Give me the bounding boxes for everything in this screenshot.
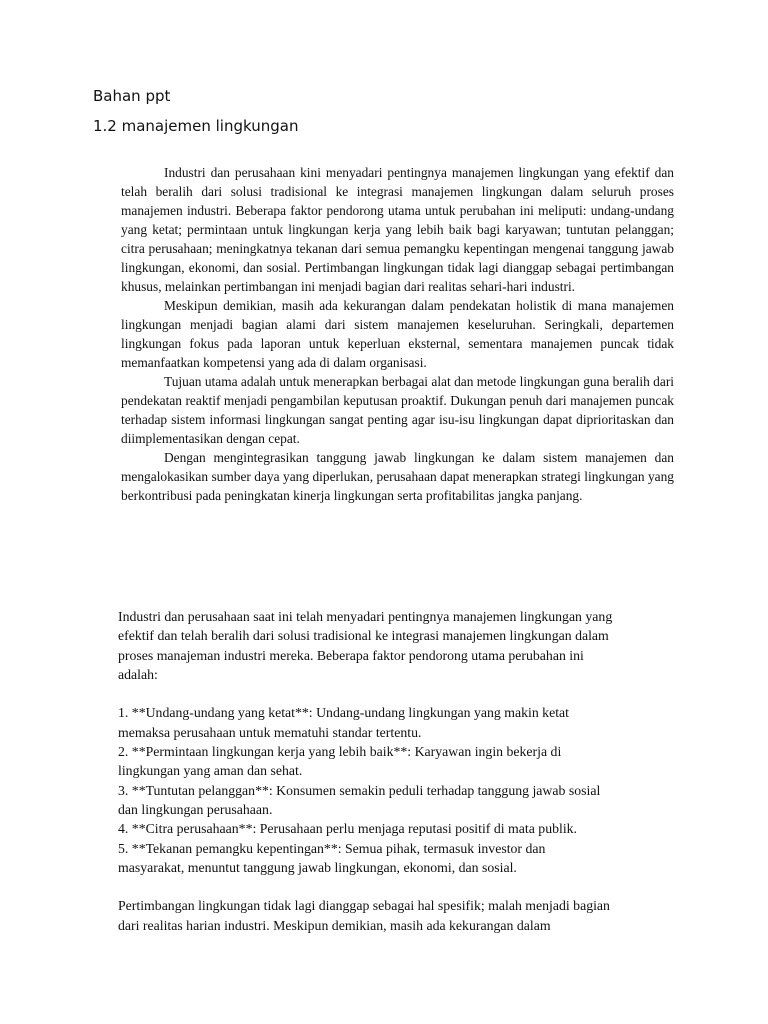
list-item-line: masyarakat, menuntut tanggung jawab lingkungan, ekonomi, dan sosial. xyxy=(118,859,517,875)
list-item-line: 4. **Citra perusahaan**: Perusahaan perlu menjaga reputasi positif di mata publik. xyxy=(118,821,578,837)
paragraph: Meskipun demikian, masih ada kekurangan dalam pendekatan holistik di mana manajemen lingkungan menjadi bagian alami dari sistem manajemen keseluruhan. Seringkali, departemen lingkungan fokus pada laporan untuk keperluan eksternal, sementara manajemen puncak tidak memanfaatkan kompetensi yang ada di dalam organisasi. xyxy=(121,298,674,370)
list-item-line: 3. **Tuntutan pelanggan**: Konsumen semakin peduli terhadap tanggung jawab sosial xyxy=(118,782,601,798)
section-heading: 1.2 manajemen lingkungan xyxy=(93,117,299,135)
text-line: adalah: xyxy=(118,666,158,682)
list-item-line: 1. **Undang-undang yang ketat**: Undang-undang lingkungan yang makin ketat xyxy=(118,705,569,721)
paragraph: Dengan mengintegrasikan tanggung jawab lingkungan ke dalam sistem manajemen dan mengalokasikan sumber daya yang diperlukan, perusahaan dapat menerapkan strategi lingkungan yang berkontribusi pada peningkatan kinerja lingkungan serta profitabilitas jangka panjang. xyxy=(121,450,674,503)
list-item-line: memaksa perusahaan untuk mematuhi standar tertentu. xyxy=(118,724,422,740)
paragraph: Industri dan perusahaan kini menyadari pentingnya manajemen lingkungan yang efektif dan telah beralih dari solusi tradisional ke integrasi manajemen lingkungan dalam seluruh proses manajemen industri. Beberapa faktor pendorong utama untuk perubahan ini meliputi: undang-undang yang ketat; permintaan untuk lingkungan kerja yang lebih baik bagi karyawan; tuntutan pelanggan; citra perusahaan; meningkatnya tekanan dari semua pemangku kepentingan mengenai tanggung jawab lingkungan, ekonomi, dan sosial. Pertimbangan lingkungan tidak lagi dianggap sebagai pertimbangan khusus, melainkan pertimbangan ini menjadi bagian dari realitas sehari-hari industri. xyxy=(121,165,674,294)
list-item-line: 5. **Tekanan pemangku kepentingan**: Semua pihak, termasuk investor dan xyxy=(118,840,546,856)
text-line: proses manajeman industri mereka. Beberapa faktor pendorong utama perubahan ini xyxy=(118,647,584,663)
text-line: Pertimbangan lingkungan tidak lagi dianggap sebagai hal spesifik; malah menjadi bagian xyxy=(118,898,610,914)
paragraph: Tujuan utama adalah untuk menerapkan berbagai alat dan metode lingkungan guna beralih dari pendekatan reaktif menjadi pengambilan keputusan proaktif. Dukungan penuh dari manajemen puncak terhadap sistem informasi lingkungan sangat penting agar isu-isu lingkungan dapat diprioritaskan dan diimplementasikan dengan cepat. xyxy=(121,374,674,446)
list-item-line: 2. **Permintaan lingkungan kerja yang lebih baik**: Karyawan ingin bekerja di xyxy=(118,744,562,760)
list-item-line: lingkungan yang aman dan sehat. xyxy=(118,763,303,779)
justified-text-block xyxy=(121,163,674,505)
plain-text-block xyxy=(118,607,688,935)
text-line: dari realitas harian industri. Meskipun demikian, masih ada kekurangan dalam xyxy=(118,917,551,933)
text-line: Industri dan perusahaan saat ini telah menyadari pentingnya manajemen lingkungan yang xyxy=(118,609,613,624)
blank-line xyxy=(118,684,688,703)
document-title: Bahan ppt xyxy=(93,87,171,105)
list-item-line: dan lingkungan perusahaan. xyxy=(118,801,273,817)
text-line: efektif dan telah beralih dari solusi tradisional ke integrasi manajemen lingkungan dalam xyxy=(118,628,609,644)
blank-line xyxy=(118,877,688,896)
